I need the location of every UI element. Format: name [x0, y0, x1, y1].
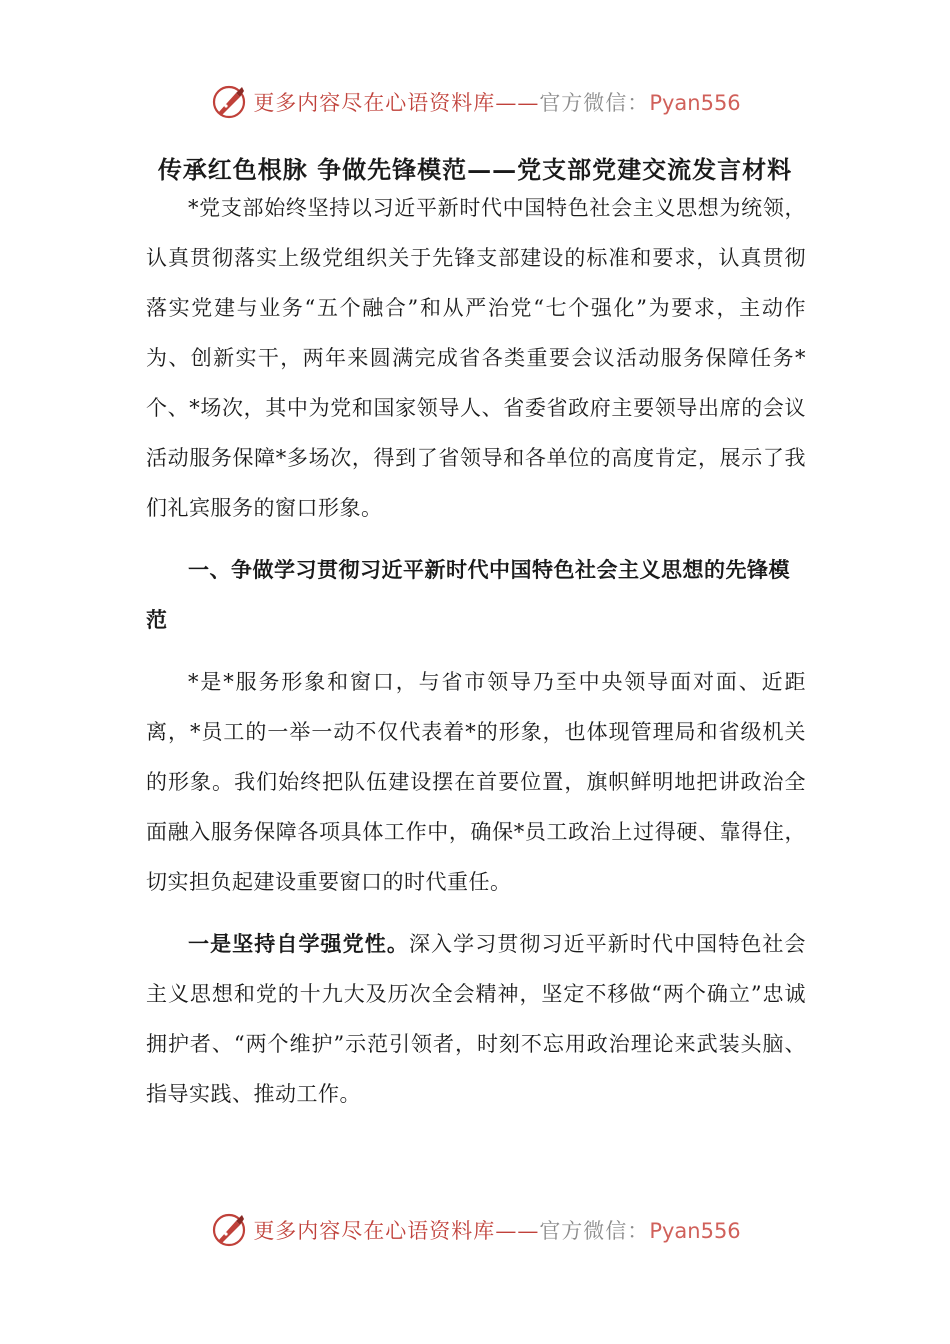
- watermark-text: 更多内容尽在心语资料库——官方微信：Pyan556: [253, 91, 741, 115]
- pen-nib-logo-icon: [209, 82, 249, 122]
- watermark-banner-top: [0, 82, 950, 122]
- watermark-text: 更多内容尽在心语资料库——官方微信：Pyan556: [253, 1219, 741, 1243]
- point-1-body: 深入学习贯彻习近平新时代中国特色社会主义思想和党的十九大及历次全会精神，坚定不移做“两个确立”忠诚拥护者、“两个维护”示范引领者，时刻不忘用政治理论来武装头脑、指导实践、推动工作。: [146, 932, 807, 1106]
- section-1-paragraph: *是*服务形象和窗口，与省市领导乃至中央领导面对面、近距离，*员工的一举一动不仅代表着*的形象，也体现管理局和省级机关的形象。我们始终把队伍建设摆在首要位置，旗帜鲜明地把讲政治全面融入服务保障各项具体工作中，确保*员工政治上过得硬、靠得住，切实担负起建设重要窗口的时代重任。: [146, 670, 806, 894]
- section-heading-1: 一、争做学习贯彻习近平新时代中国特色社会主义思想的先锋模范: [146, 557, 790, 632]
- point-1-paragraph: [146, 919, 806, 1119]
- point-1-lead: 一是坚持自学强党性。: [188, 931, 409, 956]
- intro-paragraph: *党支部始终坚持以习近平新时代中国特色社会主义思想为统领，认真贯彻落实上级党组织关于先锋支部建设的标准和要求，认真贯彻落实党建与业务“五个融合”和从严治党“七个强化”为要求，主动作为、创新实干，两年来圆满完成省各类重要会议活动服务保障任务*个、*场次，其中为党和国家领导人、省委省政府主要领导出席的会议活动服务保障*多场次，得到了省领导和各单位的高度肯定，展示了我们礼宾服务的窗口形象。: [146, 196, 806, 520]
- watermark-banner-bottom: [0, 1210, 950, 1250]
- document-title: 传承红色根脉 争做先锋模范——党支部党建交流发言材料: [157, 155, 793, 184]
- pen-nib-logo-icon: [209, 1210, 249, 1250]
- document-body: [146, 183, 806, 1119]
